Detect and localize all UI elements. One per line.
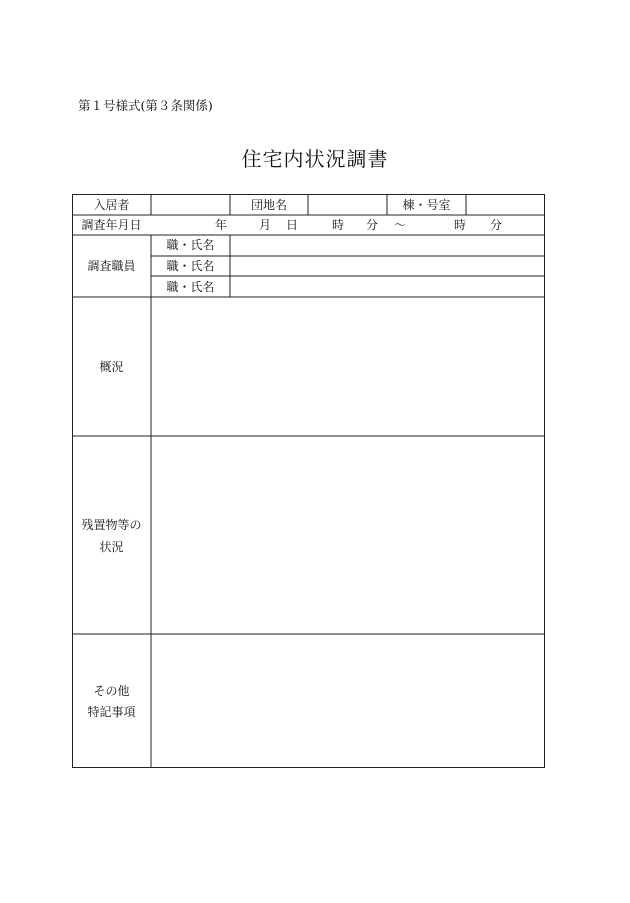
day-unit: 日 (286, 218, 299, 232)
leftover-label-line2: 状況 (99, 540, 124, 554)
other-label-line1: その他 (93, 684, 130, 698)
hour-unit: 時 (332, 218, 345, 232)
staff-label: 調査職員 (87, 259, 136, 273)
range-separator: ～ (394, 218, 407, 232)
end-hour-unit: 時 (454, 218, 467, 232)
overview-label: 概況 (99, 360, 124, 374)
complex-name-field[interactable] (309, 195, 386, 214)
minute-unit: 分 (366, 218, 379, 232)
month-unit: 月 (259, 218, 272, 232)
staff-3-position-name-label: 職・氏名 (166, 280, 215, 294)
end-minute-unit: 分 (490, 218, 503, 232)
staff-1-field[interactable] (231, 236, 544, 255)
form-number: 第１号様式(第３条関係) (78, 98, 213, 113)
other-label-line2: 特記事項 (87, 705, 136, 719)
leftover-label-line1: 残置物等の (81, 518, 142, 532)
survey-date-field[interactable] (152, 216, 544, 234)
other-notes-field[interactable] (152, 635, 544, 767)
leftover-field[interactable] (152, 437, 544, 633)
building-room-field[interactable] (467, 195, 544, 214)
overview-field[interactable] (152, 298, 544, 435)
building-room-label: 棟・号室 (402, 198, 451, 212)
survey-date-label: 調査年月日 (81, 218, 142, 232)
survey-form-table (72, 194, 545, 768)
staff-3-field[interactable] (231, 277, 544, 296)
page-title: 住宅内状況調書 (241, 147, 389, 171)
staff-1-position-name-label: 職・氏名 (166, 238, 215, 252)
year-unit: 年 (215, 218, 228, 232)
staff-2-position-name-label: 職・氏名 (166, 259, 215, 273)
resident-field[interactable] (152, 195, 229, 214)
resident-label: 入居者 (93, 198, 130, 212)
staff-2-field[interactable] (231, 257, 544, 275)
complex-name-label: 団地名 (250, 198, 287, 212)
